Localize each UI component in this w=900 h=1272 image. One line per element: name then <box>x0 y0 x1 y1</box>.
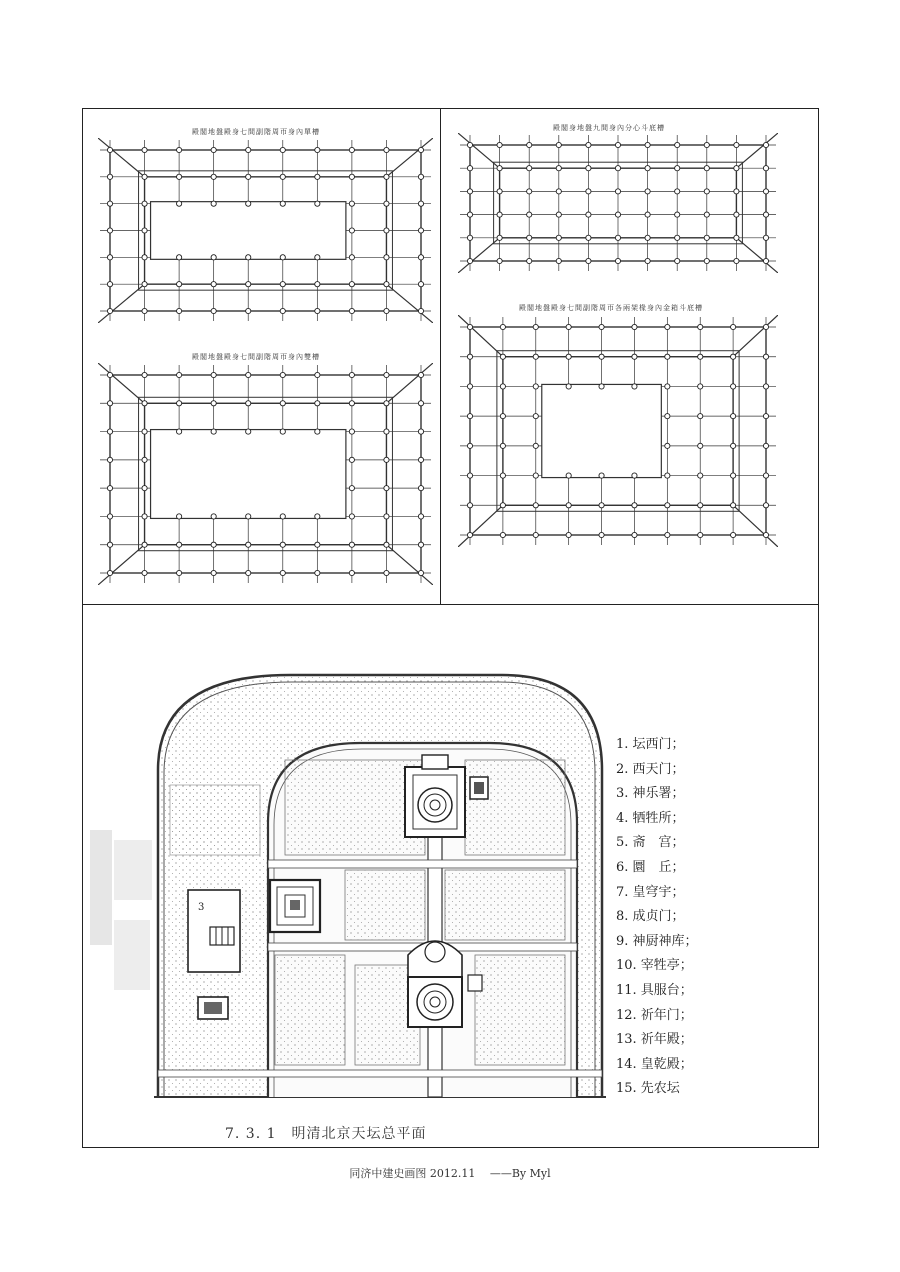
site-label-3: 3 <box>198 902 205 913</box>
plan-title-4: 殿閣地盤殿身七間副階周帀各兩架椽身內金箱斗底槽 <box>519 304 703 312</box>
legend-item: 13. 祈年殿； <box>616 1032 693 1048</box>
legend-item: 8. 成贞门； <box>616 909 685 925</box>
plan-title-3: 殿閣地盤殿身七間副階周帀身內雙槽 <box>192 353 320 361</box>
plan-drawing-2 <box>458 133 778 273</box>
legend-item: 3. 神乐署； <box>616 786 685 802</box>
site-legend <box>616 733 698 1102</box>
legend-item: 5. 斋 宫； <box>616 835 685 851</box>
legend-item: 11. 具服台； <box>616 982 693 998</box>
plan-drawing-4 <box>458 315 778 547</box>
plan-title-2: 殿閣身地盤九間身內分心斗底槽 <box>553 124 665 132</box>
legend-item: 10. 宰牲亭； <box>616 958 693 974</box>
legend-item: 7. 皇穹宇； <box>616 884 685 900</box>
legend-item: 4. 牺牲所； <box>616 810 685 826</box>
page-footer: 同济中建史画图 2012.11 ——By Myl <box>349 1167 551 1180</box>
temple-of-heaven-site-plan <box>90 665 610 1107</box>
legend-item: 9. 神厨神库； <box>616 933 698 949</box>
horizontal-divider <box>82 604 819 605</box>
legend-item: 12. 祈年门； <box>616 1007 693 1023</box>
legend-item: 15. 先农坛 <box>616 1081 680 1097</box>
plan-drawing-3 <box>98 363 433 585</box>
vertical-divider <box>440 108 441 604</box>
legend-item: 1. 坛西门； <box>616 737 685 752</box>
legend-item: 6. 圜 丘； <box>616 859 685 875</box>
figure-caption: 7. 3. 1 明清北京天坛总平面 <box>225 1126 427 1142</box>
legend-item: 2. 西天门； <box>616 761 685 777</box>
legend-item: 14. 皇乾殿； <box>616 1056 693 1072</box>
plan-drawing-1 <box>98 138 433 323</box>
plan-title-1: 殿閣地盤殿身七間副階周帀身內單槽 <box>192 128 320 136</box>
